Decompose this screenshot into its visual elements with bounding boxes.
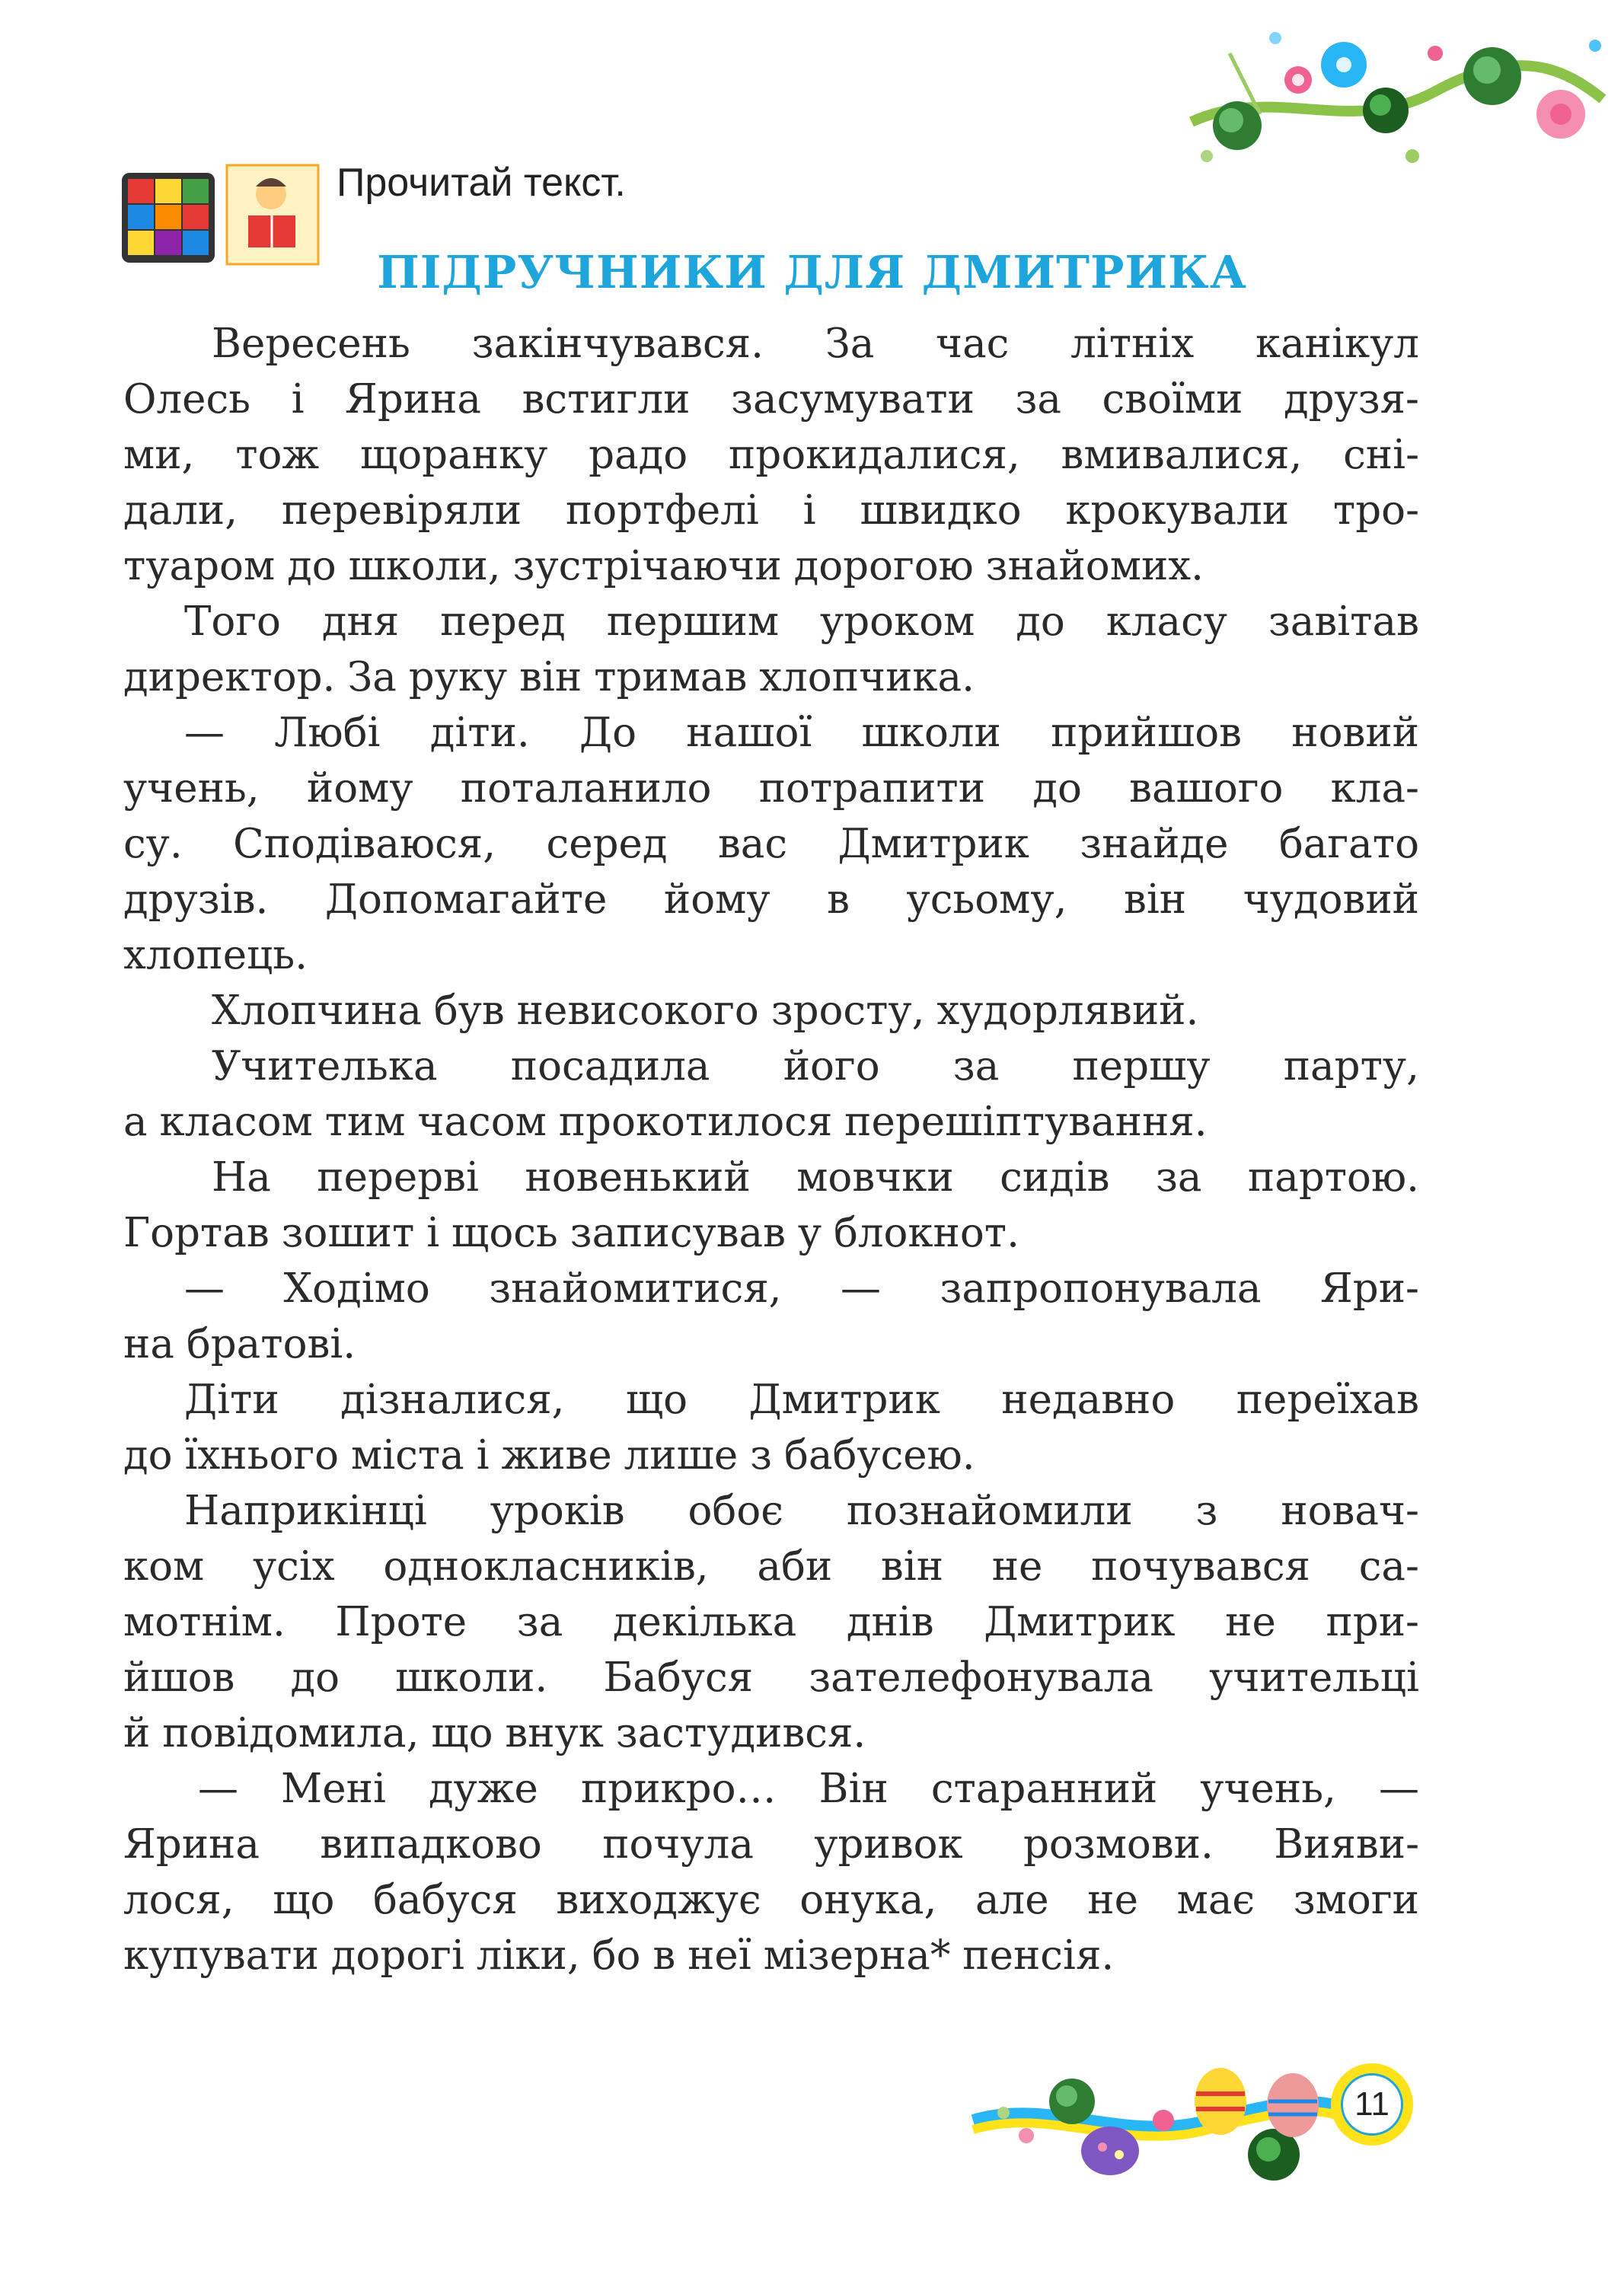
word: час <box>936 321 1010 367</box>
word: до <box>1016 598 1065 645</box>
text-line <box>123 594 1419 649</box>
word: виходжує <box>556 1877 761 1923</box>
word: Діти <box>184 1377 279 1423</box>
word: в <box>652 1932 676 1979</box>
word: Дмитрик <box>748 1377 940 1423</box>
word: швидко <box>860 487 1022 534</box>
word: в <box>827 876 850 923</box>
word: був <box>433 987 505 1034</box>
word: радо <box>589 432 688 478</box>
word: школи <box>861 710 1001 756</box>
word: живе <box>501 1432 612 1479</box>
word: він <box>880 1543 944 1590</box>
word: у <box>797 1210 822 1256</box>
word: перевіряли <box>281 487 522 534</box>
word: тож <box>235 432 320 478</box>
word: щоранку <box>359 432 548 478</box>
word: й <box>123 1710 151 1756</box>
word: класу <box>1106 598 1227 645</box>
word: дізналися, <box>340 1377 565 1423</box>
word: Ярина <box>123 1821 260 1868</box>
word: декілька <box>612 1599 797 1645</box>
word: вас <box>717 821 788 867</box>
word: дня <box>321 598 400 645</box>
word: посадила <box>510 1043 710 1090</box>
word: і <box>476 1432 490 1479</box>
word: йому <box>663 876 771 923</box>
text-line <box>123 538 1419 594</box>
word: Яри- <box>1319 1265 1419 1312</box>
word: часом <box>417 1099 547 1145</box>
word: новач- <box>1281 1488 1419 1534</box>
text-line <box>123 1483 1419 1539</box>
word: перешіптування. <box>844 1099 1208 1145</box>
text-line <box>123 427 1419 483</box>
word: недавно <box>1001 1377 1176 1423</box>
word: сидів <box>1000 1154 1110 1201</box>
word: худорлявий. <box>936 987 1199 1034</box>
word: новий <box>1291 710 1419 756</box>
word: Проте <box>335 1599 467 1645</box>
word: класом <box>159 1099 313 1145</box>
word: Любі <box>274 710 381 756</box>
word: і <box>426 1210 440 1256</box>
word: літніх <box>1070 321 1195 367</box>
word: аби <box>757 1543 833 1590</box>
text-line <box>123 1817 1419 1872</box>
word: зателефонувала <box>809 1654 1154 1701</box>
word: Сподіваюся, <box>233 821 496 867</box>
word: неї <box>688 1932 751 1979</box>
text-line <box>123 1205 1419 1261</box>
word: за <box>952 1043 1000 1090</box>
word: мовчки <box>796 1154 954 1201</box>
word: переїхав <box>1236 1377 1419 1423</box>
word: своїми <box>1102 376 1243 423</box>
word: що <box>431 1710 493 1756</box>
text-line <box>123 372 1419 427</box>
page-number: 11 <box>1341 2073 1403 2136</box>
text-line <box>123 1150 1419 1205</box>
word: портфелі <box>565 487 759 534</box>
word: обоє <box>688 1488 783 1534</box>
text-line <box>123 1316 1419 1372</box>
word: Олесь <box>123 376 251 423</box>
word: Бабуся <box>603 1654 754 1701</box>
word: днів <box>846 1599 934 1645</box>
word: його <box>783 1043 880 1090</box>
word: першим <box>606 598 780 645</box>
text-line <box>123 483 1419 538</box>
word: знайомитися, <box>489 1265 782 1312</box>
word: багато <box>1278 821 1419 867</box>
word: партою. <box>1247 1154 1419 1201</box>
word: закінчувався. <box>471 321 764 367</box>
word: записував <box>570 1210 786 1256</box>
word: а <box>123 1099 148 1145</box>
word: зошит <box>281 1210 415 1256</box>
word: знайомих. <box>985 543 1204 589</box>
word: хлопець. <box>123 932 308 978</box>
word: ліки, <box>476 1932 580 1979</box>
text-line <box>123 649 1419 705</box>
word: невисокого <box>516 987 759 1034</box>
text-line <box>123 1094 1419 1150</box>
text-line <box>123 705 1419 761</box>
word: тримав <box>594 654 748 700</box>
word: до <box>290 1654 340 1701</box>
text-line <box>123 1928 1419 1983</box>
word: школи. <box>395 1654 548 1701</box>
word: серед <box>546 821 668 867</box>
word: Гортав <box>123 1210 270 1256</box>
word: Ярина <box>345 376 482 423</box>
word: ми, <box>123 432 195 478</box>
word: мотнім. <box>123 1599 286 1645</box>
word: Вересень <box>212 321 410 367</box>
word: не <box>1087 1877 1138 1923</box>
word: До <box>579 710 637 756</box>
word: усьому, <box>906 876 1067 923</box>
word: дуже <box>428 1766 538 1812</box>
text-line <box>123 1872 1419 1928</box>
word: до <box>123 1432 173 1479</box>
word: повідомила, <box>162 1710 420 1756</box>
word: бо <box>592 1932 641 1979</box>
word: за <box>516 1599 563 1645</box>
word: до <box>287 543 337 589</box>
word: Він <box>818 1766 889 1812</box>
text-line <box>123 1761 1419 1817</box>
word: блокнот. <box>833 1210 1019 1256</box>
word: перерві <box>317 1154 479 1201</box>
text-line <box>123 872 1419 927</box>
text-line <box>123 761 1419 816</box>
word: Дмитрик <box>838 821 1029 867</box>
text-line <box>123 316 1419 372</box>
word: лише <box>624 1432 739 1479</box>
word: уроком <box>820 598 975 645</box>
word: на <box>123 1321 174 1367</box>
word: прийшов <box>1051 710 1243 756</box>
word: встигли <box>522 376 691 423</box>
word: і <box>802 487 816 534</box>
word: щось <box>451 1210 558 1256</box>
word: друзя- <box>1283 376 1419 423</box>
word: школи, <box>348 543 501 589</box>
word: прокидалися, <box>728 432 1020 478</box>
word: розмови. <box>1023 1821 1214 1868</box>
text-line <box>123 1039 1419 1094</box>
word: знайде <box>1080 821 1229 867</box>
word: лося, <box>123 1877 235 1923</box>
word: зустрічаючи <box>512 543 782 589</box>
word: учень, <box>123 765 260 812</box>
word: туаром <box>123 543 276 589</box>
word: братові. <box>186 1321 356 1367</box>
word: Вияви- <box>1274 1821 1419 1868</box>
word: канікул <box>1255 321 1419 367</box>
word: нашої <box>686 710 812 756</box>
word: — <box>1378 1766 1419 1812</box>
word: внук <box>505 1710 604 1756</box>
word: їхнього <box>184 1432 340 1479</box>
word: за <box>1155 1154 1202 1201</box>
word: За <box>825 321 875 367</box>
word: пенсія. <box>962 1932 1115 1979</box>
word: тро- <box>1332 487 1419 534</box>
word: діти. <box>429 710 530 756</box>
word: не <box>1225 1599 1276 1645</box>
word: міста <box>350 1432 464 1479</box>
word: запропонувала <box>940 1265 1262 1312</box>
word: йому <box>306 765 413 812</box>
word: учительці <box>1209 1654 1419 1701</box>
word: директор. <box>123 654 336 700</box>
word: він <box>519 654 582 700</box>
text-line <box>123 983 1419 1039</box>
word: потрапити <box>758 765 986 812</box>
text-line <box>123 1261 1419 1316</box>
word: су. <box>123 821 183 867</box>
word: вашого <box>1129 765 1284 812</box>
word: засумувати <box>731 376 975 423</box>
word: крокували <box>1065 487 1290 534</box>
text-line <box>123 1705 1419 1761</box>
word: що <box>625 1377 688 1423</box>
word: почула <box>602 1821 754 1868</box>
word: першу <box>1072 1043 1211 1090</box>
word: Учителька <box>212 1043 438 1090</box>
word: руку <box>408 654 508 700</box>
word: почувався <box>1091 1543 1310 1590</box>
word: Ходімо <box>283 1265 430 1312</box>
word: парту, <box>1283 1043 1419 1090</box>
word: — <box>184 710 225 756</box>
text-line <box>123 1428 1419 1483</box>
word: дорогі <box>330 1932 464 1979</box>
word: дорогою <box>793 543 974 589</box>
text-line <box>123 927 1419 983</box>
word: купувати <box>123 1932 319 1979</box>
word: перед <box>440 598 566 645</box>
word: завітав <box>1268 598 1419 645</box>
word: йшов <box>123 1654 235 1701</box>
word: — <box>840 1265 881 1312</box>
word: На <box>212 1154 271 1201</box>
word: з <box>750 1432 773 1479</box>
word: зросту, <box>771 987 925 1034</box>
word: учень, <box>1200 1766 1336 1812</box>
word: не <box>991 1543 1043 1590</box>
word: прикро… <box>580 1766 777 1812</box>
word: онука, <box>799 1877 937 1923</box>
text-line <box>123 1372 1419 1428</box>
word: Мені <box>281 1766 386 1812</box>
word: однокласників, <box>383 1543 709 1590</box>
word: Допомагайте <box>324 876 608 923</box>
word: але <box>975 1877 1049 1923</box>
page-number-badge <box>1331 2063 1413 2146</box>
text-line <box>123 1539 1419 1594</box>
word: познайомили <box>846 1488 1133 1534</box>
word: за <box>1015 376 1061 423</box>
word: що <box>273 1877 335 1923</box>
word: Дмитрик <box>984 1599 1176 1645</box>
word: уроків <box>490 1488 625 1534</box>
word: поталанило <box>460 765 712 812</box>
word: він <box>1124 876 1187 923</box>
word: ком <box>123 1543 205 1590</box>
word: Хлопчина <box>212 987 422 1034</box>
word: тим <box>324 1099 406 1145</box>
word: — <box>184 1265 225 1312</box>
word: са- <box>1358 1543 1419 1590</box>
story-text <box>123 316 1419 1983</box>
word: бабуся <box>373 1877 518 1923</box>
floral-corner-ornament <box>1184 23 1610 175</box>
word: старанний <box>930 1766 1158 1812</box>
word: застудився. <box>615 1710 866 1756</box>
word: має <box>1176 1877 1255 1923</box>
word: сні- <box>1343 432 1419 478</box>
word: з <box>1195 1488 1218 1534</box>
word: Того <box>184 598 281 645</box>
word: дали, <box>123 487 238 534</box>
word: — <box>198 1766 238 1812</box>
word: до <box>1032 765 1082 812</box>
word: друзів. <box>123 876 269 923</box>
word: змоги <box>1293 1877 1419 1923</box>
word: випадково <box>320 1821 542 1868</box>
word: кла- <box>1330 765 1419 812</box>
text-line <box>123 1650 1419 1705</box>
task-instruction: Прочитай текст. <box>337 161 626 205</box>
word: Наприкінці <box>184 1488 427 1534</box>
word: новенький <box>525 1154 751 1201</box>
word: при- <box>1326 1599 1419 1645</box>
word: усіх <box>252 1543 335 1590</box>
word: і <box>291 376 305 423</box>
word: вмивалися, <box>1061 432 1303 478</box>
word: За <box>347 654 397 700</box>
text-line <box>123 1594 1419 1650</box>
text-line <box>123 816 1419 872</box>
word: прокотилося <box>558 1099 833 1145</box>
word: мізерна* <box>763 1932 951 1979</box>
story-title: ПІДРУЧНИКИ ДЛЯ ДМИТРИКА <box>377 246 1247 298</box>
word: бабусею. <box>783 1432 975 1479</box>
word: чудовий <box>1243 876 1419 923</box>
word: хлопчика. <box>759 654 975 700</box>
word: уривок <box>814 1821 963 1868</box>
